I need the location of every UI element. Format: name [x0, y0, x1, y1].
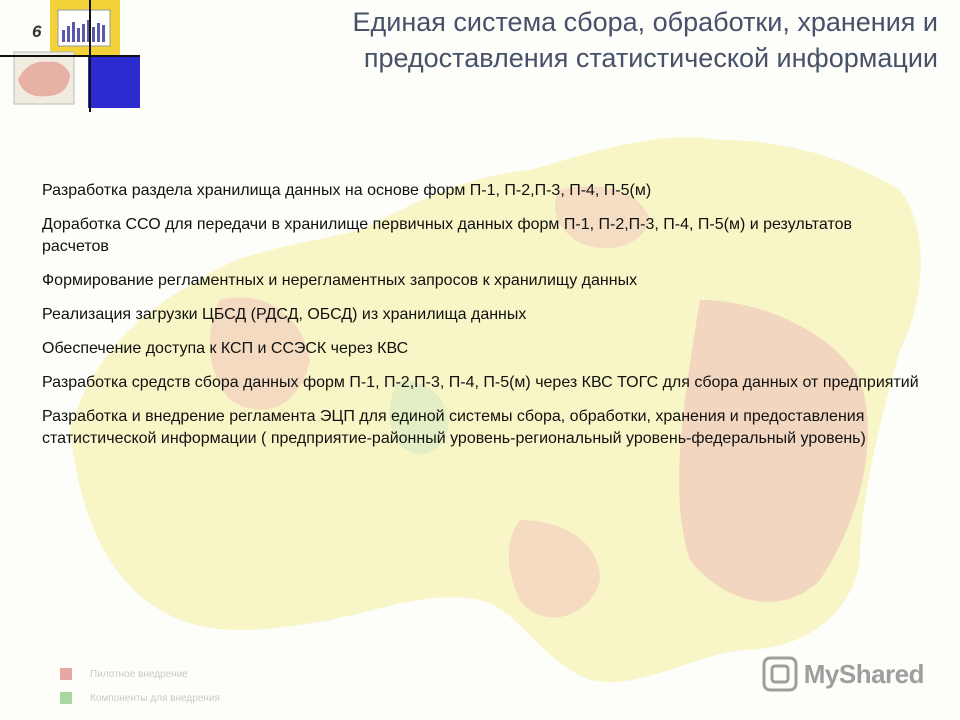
- slide-title: [178, 4, 938, 76]
- header-decoration: [0, 0, 140, 115]
- legend-label-components: Компоненты для внедрения: [90, 692, 220, 704]
- legend-label-pilot: Пилотное внедрение: [90, 668, 188, 680]
- shared-logo-icon: [762, 656, 798, 692]
- list-item: Формирование регламентных и нерегламентных запросов к хранилищу данных: [42, 272, 638, 289]
- title-line-1: Единая система сбора, обработки, хранения и: [352, 7, 938, 37]
- list-item: Разработка и внедрение регламента ЭЦП для единой системы сбора, обработки, хранения и предоставления статистической информации ( предприятие-районный уровень-региональный уровень-федеральный уровень): [42, 408, 866, 447]
- legend-item-components: [60, 686, 220, 710]
- list-item: Разработка средств сбора данных форм П-1, П-2,П-3, П-4, П-5(м) через КВС ТОГС для сбора данных от предприятий: [42, 374, 919, 391]
- watermark-text: MyShared: [803, 658, 924, 689]
- legend-item-pilot: [60, 662, 220, 686]
- list-item: Реализация загрузки ЦБСД (РДСД, ОБСД) из хранилища данных: [42, 306, 527, 323]
- watermark: [762, 656, 924, 692]
- title-line-2: предоставления статистической информации: [363, 43, 938, 73]
- list-item: Обеспечение доступа к КСП и ССЭСК через КВС: [42, 340, 409, 357]
- map-legend: [60, 662, 220, 710]
- list-item: Доработка ССО для передачи в хранилище первичных данных форм П-1, П-2,П-3, П-4, П-5(м) и результатов расчетов: [42, 216, 853, 255]
- legend-swatch-pilot: [60, 668, 72, 680]
- legend-swatch-components: [60, 692, 72, 704]
- list-item: Разработка раздела хранилища данных на основе форм П-1, П-2,П-3, П-4, П-5(м): [42, 182, 652, 199]
- slide-number: 6: [32, 22, 42, 41]
- content-list: [42, 180, 922, 462]
